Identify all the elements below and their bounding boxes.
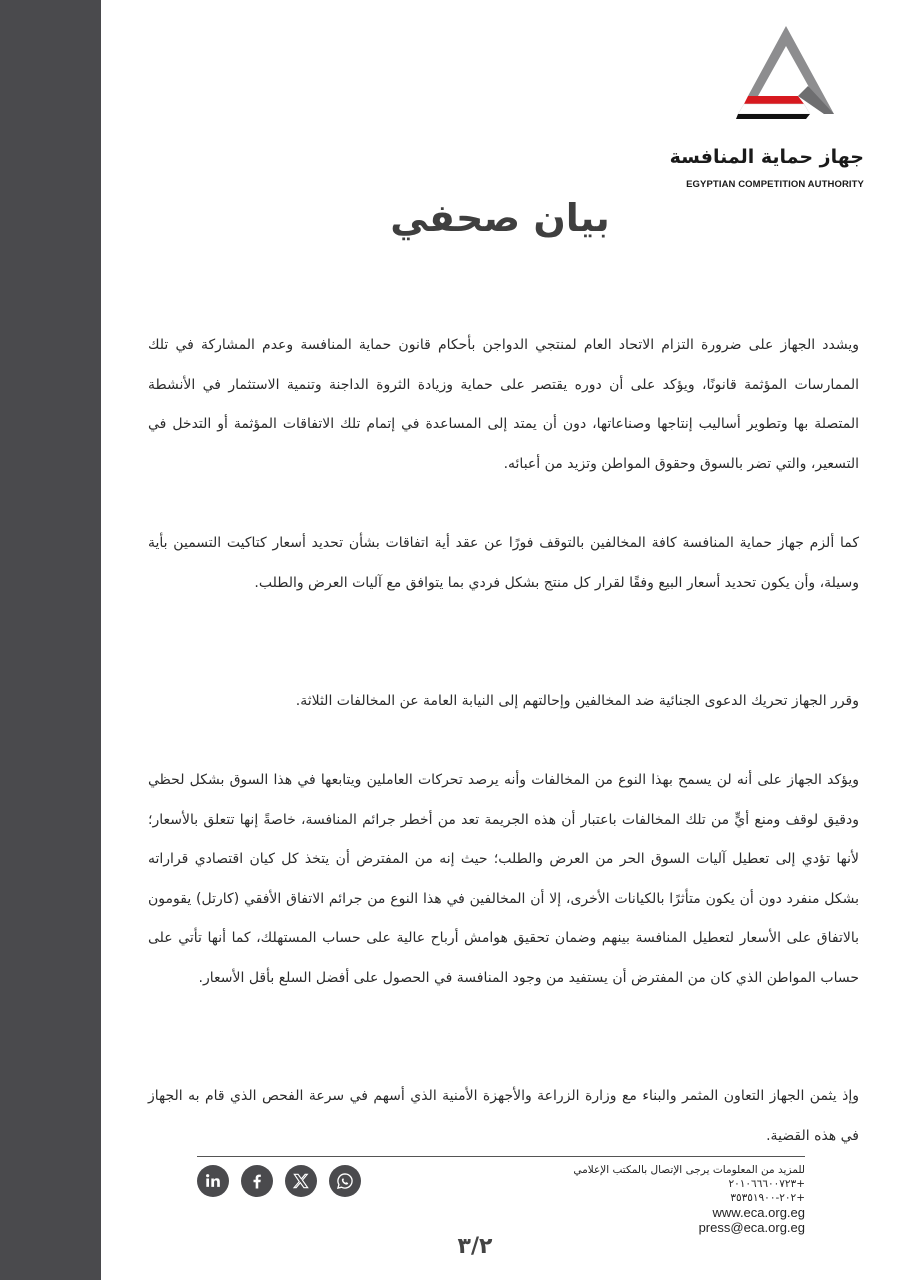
paragraph-text: كما ألزم جهاز حماية المنافسة كافة المخالفين بالتوقف فورًا عن عقد أية اتفاقات بشأن تحديد أسعار كتاكيت التسمين بأية وسيلة، وأن يكون تحديد أسعار البيع وفقًا لقرار كل منتج بشكل فردي بما يتوافق مع آليات العرض والطلب. [148,535,859,591]
whatsapp-icon[interactable] [329,1165,361,1197]
footer-divider [197,1156,805,1157]
paragraph-text: وإذ يثمن الجهاز التعاون المثمر والبناء مع وزارة الزراعة والأجهزة الأمنية الذي أسهم في سرعة الفحص الذي قام به الجهاز في هذه القضية. [148,1088,859,1144]
paragraph-text: وقرر الجهاز تحريك الدعوى الجنائية ضد المخالفين وإحالتهم إلى النيابة العامة عن المخالفات الثلاثة. [295,693,859,709]
paragraph-4 [148,761,859,998]
paragraph-text: ويشدد الجهاز على ضرورة التزام الاتحاد العام لمنتجي الدواجن بأحكام قانون حماية المنافسة وعدم المشاركة في تلك الممارسات المؤثمة قانونًا، ويؤكد على أن دوره يقتصر على حماية وزيادة الثروة الداجنة وتنمية الاستثمار في الأنشطة المتصلة بها وتطوير أساليب إنتاجها وصناعاتها، دون أن يمتد إلى المساعدة في إتمام تلك الاتفاقات المؤثمة أو التدخل في التسعير، والتي تضر بالسوق وحقوق المواطن وتزيد من أعبائه. [148,337,859,472]
linkedin-icon[interactable] [197,1165,229,1197]
facebook-icon[interactable] [241,1165,273,1197]
page-number: ٣/٢ [457,1234,493,1259]
paragraph-5 [148,1077,859,1156]
paragraph-3 [148,682,859,722]
side-bar [0,0,101,1280]
phone-mobile: +٢٠١٠٦٦٦٠٠٧٢٣ [728,1178,805,1190]
social-links [197,1165,361,1197]
paragraph-1 [148,326,859,484]
contact-note: للمزيد من المعلومات يرجى الإتصال بالمكتب الإعلامي [573,1164,805,1176]
eca-triangle-logo-icon [736,24,836,119]
logo-name-arabic: جهاز حماية المنافسة [669,146,864,168]
page-title: بيان صحفي [390,196,610,240]
phone-landline: +٢٠٢-٣٥٣٥١٩٠٠ [730,1192,805,1204]
contact-info [505,1163,805,1235]
email-link[interactable]: press@eca.org.eg [698,1220,805,1235]
paragraph-2 [148,524,859,603]
x-icon[interactable] [285,1165,317,1197]
website-link[interactable]: www.eca.org.eg [712,1205,805,1220]
paragraph-text: ويؤكد الجهاز على أنه لن يسمح بهذا النوع من المخالفات وأنه يرصد تحركات العاملين ويتابعها في هذا السوق بشكل لحظي ودقيق لوقف ومنع أيٍّ من تلك المخالفات باعتبار أن هذه الجريمة تعد من أخطر جرائم المنافسة، خاصةً إنها تتعلق بالأسعار؛ لأنها تؤدي إلى تعطيل آليات السوق الحر من العرض والطلب؛ حيث إنه من المفترض أن يتخذ كل كيان اقتصادي قراراته بشكل منفرد دون أن يكون متأثرًا بالكيانات الأخرى، إلا أن المخالفين في هذا النوع من جرائم الاتفاق الأفقي (كارتل) يقومون بالاتفاق على الأسعار لتعطيل المنافسة بينهم وضمان تحقيق هوامش أرباح عالية على حساب المستهلك، كما أنها تأتي على حساب المواطن الذي كان من المفترض أن يستفيد من وجود المنافسة في الحصول على أفضل السلع بأقل الأسعار. [148,772,859,986]
logo-name-english: EGYPTIAN COMPETITION AUTHORITY [686,179,864,190]
